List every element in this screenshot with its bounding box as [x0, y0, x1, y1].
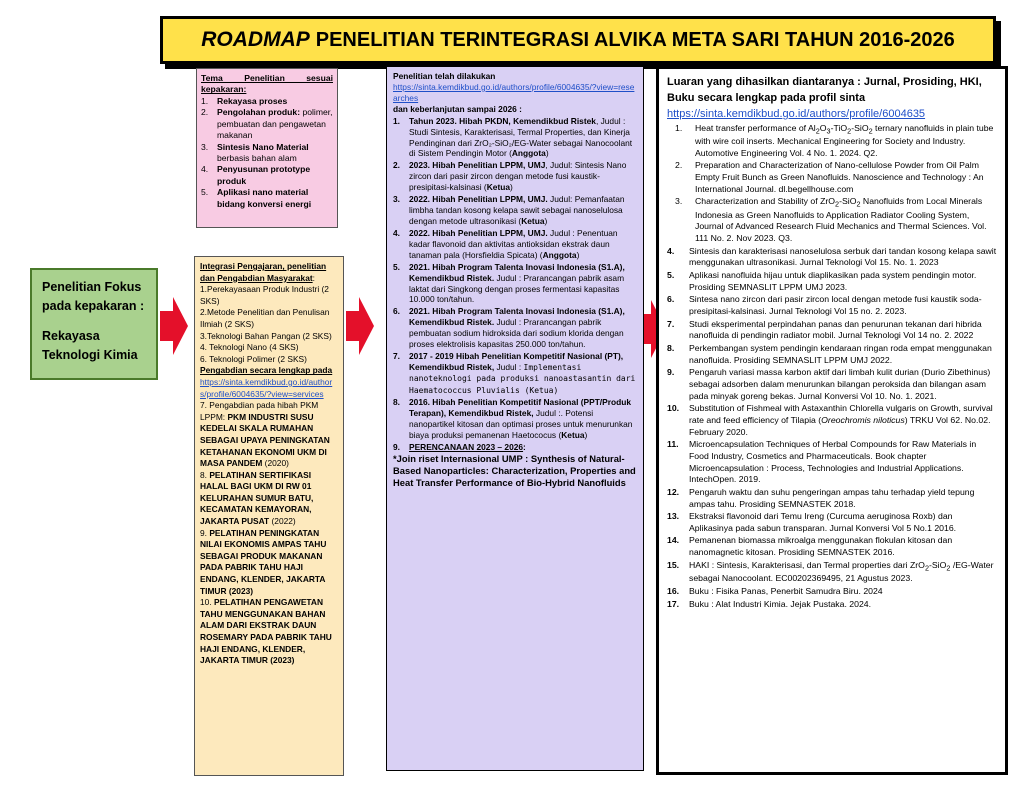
tema-item — [201, 187, 333, 210]
focus-line-2: Rekayasa Teknologi Kimia — [42, 328, 138, 363]
luaran-item — [667, 319, 997, 342]
luaran-item-text: Ekstraksi flavonoid dari Temu Ireng (Curcuma aeruginosa Roxb) dan Aplikasinya pada sabun transparan. Jurnal Konversi Vol 5 No.1 2016. — [689, 511, 957, 533]
penelitian-entry-grant: Tahun 2023. Hibah PKDN, Kemendikbud Ristek — [409, 115, 596, 126]
title-italic: ROADMAP — [201, 28, 310, 51]
course-list — [200, 284, 338, 365]
penelitian-entry-mono: Implementasi nanoteknologi pada produksi nanoastasantin dari Haematococcus Pluvialis (Ketua) — [409, 362, 636, 395]
pengabdian-item-year: (2022) — [269, 516, 296, 527]
tema-item-num: 3. — [201, 141, 209, 152]
plan-text: *Join riset Internasional UMP : Synthesis of Natural-Based Nanoparticles: Characterization, Properties and Heat Transfer Performance of Bio-Hybrid Nanofluids — [393, 452, 636, 489]
luaran-link[interactable]: https://sinta.kemdikbud.go.id/authors/profile/6004635 — [667, 107, 926, 120]
pengabdian-item-title: PELATIHAN PENINGKATAN NILAI EKONOMIS AMPAS TAHU SEBAGAI PRODUK MAKANAN PADA PABRIK TAHU HAJI ENDANG, KLENDER, JAKARTA TIMUR (2023) — [200, 527, 327, 596]
pengabdian-item-pre: 10. — [200, 597, 214, 608]
tema-item — [201, 142, 333, 165]
pengabdian-list — [200, 400, 338, 667]
arrow-right-icon — [160, 297, 188, 355]
pengabdian-item — [200, 400, 338, 470]
pengabdian-item — [200, 528, 338, 598]
luaran-item-text: Buku : Fisika Panas, Penerbit Samudra Biru. 2024 — [689, 585, 883, 596]
pengabdian-item-title: PELATIHAN PENGAWETAN TAHU MENGGUNAKAN BAHAN ALAM DARI EKSTRAK DAUN ROSEMARY PADA PABRIK TAHU HAJI ENDANG, KLENDER, JAKARTA TIMUR (2023) — [200, 597, 332, 666]
penelitian-entry-text — [409, 116, 637, 160]
pengabdian-item-pre: 7. Pengabdian pada hibah PKM LPPM: — [200, 400, 319, 422]
luaran-item-num: 10. — [667, 403, 680, 414]
integrasi-header-row — [200, 261, 338, 284]
penelitian-entry-text — [409, 160, 637, 193]
penelitian-entry-title: Judul : Penentuan kadar flavonoid dan aktivitas antioksidan ekstrak daun tanaman pala (Horsfieldia Spicata) ( — [409, 227, 618, 260]
penelitian-entry-role: Ketua — [561, 429, 585, 440]
penelitian-entry-title: Judul :. Potensi nanopartikel kitosan dan optimasi proses untuk menurunkan biaya produksi pemanenan Haetococus ( — [409, 408, 633, 440]
penelitian-entry-grant: 2017 - 2019 Hibah Penelitian Kompetitif Nasional (PT), Kemendikbud Ristek, — [409, 351, 624, 372]
integrasi-header-colon: : — [312, 272, 315, 283]
penelitian-entry-num: 3. — [393, 194, 400, 205]
luaran-box — [656, 66, 1008, 775]
penelitian-entry-role: Ketua — [486, 182, 511, 193]
tema-item-rest: berbasis bahan alam — [217, 152, 297, 163]
tema-item-num: 4. — [201, 164, 209, 175]
penelitian-entry-title: Judul : — [494, 361, 524, 372]
penelitian-entry-text — [409, 228, 637, 261]
pengabdian-item-year: (2020) — [262, 458, 289, 469]
pengabdian-item-title: PELATIHAN SERTIFIKASI HALAL BAGI UKM DI RW 01 KELURAHAN SUMUR BATU, KECAMATAN KEMAYORAN, JAKARTA PUSAT — [200, 469, 314, 527]
pengabdian-item-pre: 8. — [200, 469, 210, 480]
luaran-item — [667, 511, 997, 534]
luaran-item-num: 17. — [667, 598, 680, 609]
pengabdian-header: Pengabdian secara lengkap pada — [200, 365, 333, 376]
penelitian-entry-grant: 2023. Hibah Penelitian LPPM, UMJ — [409, 160, 546, 171]
penelitian-entry — [393, 116, 637, 160]
tema-item-bold: Penyusunan prototype produk — [217, 164, 311, 186]
pengabdian-item-pre: 9. — [200, 527, 210, 538]
tema-list — [201, 96, 333, 210]
penelitian-entry-num: 1. — [393, 115, 400, 126]
luaran-item-num: 16. — [667, 585, 680, 596]
luaran-item-num: 3. — [675, 196, 683, 207]
penelitian-entry — [393, 194, 637, 227]
tema-item — [201, 164, 333, 187]
luaran-item-text: Substitution of Fishmeal with Astaxanthin Chlorella vulgaris on Growth, survival rate and feed efficiency of Tilapia (Oreochromis niloticus) TRKU Vol 62. No.02. February 2020. — [689, 403, 993, 437]
tema-header: Tema Penelitian sesuai kepakaran: — [201, 73, 333, 95]
penelitian-entry — [393, 160, 637, 193]
penelitian-entry-num: 2. — [393, 160, 400, 171]
luaran-item-num: 13. — [667, 511, 680, 522]
title-banner — [160, 16, 996, 64]
luaran-item — [667, 196, 997, 244]
penelitian-entry-num: 6. — [393, 306, 400, 317]
plan-label: PERENCANAAN 2023 – 2026 — [409, 441, 524, 452]
tema-item — [201, 96, 333, 107]
luaran-item — [667, 123, 997, 160]
luaran-item — [667, 343, 997, 366]
penelitian-box — [386, 66, 644, 771]
tema-item-bold: Sintesis Nano Material — [217, 141, 309, 152]
penelitian-entry-grant: 2022. Hibah Penelitian LPPM, UMJ. — [409, 194, 548, 205]
luaran-item — [667, 403, 997, 438]
luaran-item-text: HAKI : Sintesis, Karakterisasi, dan Termal properties dari ZrO$_2$-SiO$_2$ /EG-Water sebagai Nanocoolant. EC00202369495, 21 Agustus 2023. — [689, 559, 994, 584]
luaran-item — [667, 246, 997, 269]
penelitian-entry-title: Judul : Prarancangan pabrik asam laktat dari Singkong dengan proses fermentasi kapasitas 10.000 ton/tahun. — [409, 272, 625, 305]
pengabdian-item — [200, 597, 338, 667]
luaran-item-text: Pengaruh waktu dan suhu pengeringan ampas tahu terhadap yield tepung ampas tahu. Prosiding SEMNASTEK 2018. — [689, 486, 975, 509]
luaran-item-text: Pemanenan biomassa mikroalga menggunakan flokulan kitosan dan nanomagnetic kitosan. Prosiding SEMNASTEK 2016. — [689, 535, 953, 558]
tema-item-bold: Rekayasa proses — [217, 95, 288, 106]
luaran-item-num: 7. — [667, 318, 675, 329]
tema-item-num: 1. — [201, 95, 209, 106]
luaran-item-num: 1. — [675, 122, 683, 133]
luaran-item-num: 2. — [675, 160, 683, 171]
penelitian-entry-role: Ketua — [521, 215, 545, 226]
focus-line-1: Penelitian Fokus pada kepakaran : — [42, 280, 145, 314]
title-text: PENELITIAN TERINTEGRASI ALVIKA META SARI TAHUN 2016-2026 — [315, 28, 955, 51]
luaran-item-text: Pengaruh variasi massa karbon aktif dari limbah kulit durian (Durio Zibethinus) sebagai adsorben dalam menurunkan bilangan peroksida dan bilangan asam pada minyak goreng bekas. Jurnal Konversi Vol 10. No. 1. 2021. — [689, 367, 991, 401]
integrasi-header: Integrasi Pengajaran, penelitian dan Pengabdian Masyarakat — [200, 261, 327, 283]
penelitian-link[interactable]: https://sinta.kemdikbud.go.id/authors/profile/6004635/?view=researches — [393, 81, 635, 103]
penelitian-entry-end: ) — [545, 148, 549, 159]
penelitian-entry-end: ) — [544, 215, 548, 226]
luaran-item — [667, 294, 997, 317]
penelitian-entry-title: Judul : Prarancangan pabrik pembuatan sodium hidroksida dari sodium klorida dengan proses elektrolisis kapasitas 250.000 ton/tahun. — [409, 317, 624, 350]
integrasi-box — [194, 256, 344, 776]
luaran-item-num: 5. — [667, 270, 675, 281]
luaran-item-text: Perkembangan system pendingin kendaraan ringan roda empat menggunakan nanofluida. Prosiding SEMNASLIT LPPM UMJ 2022. — [689, 342, 992, 365]
penelitian-entry-title: , Judul: Sintesis Nano zircon dari pasir zircon dengan metode fusi kaustik-presipitasi-kalsinasi ( — [409, 160, 627, 193]
luaran-item-text: Studi eksperimental perpindahan panas dan penurunan tekanan dari hibrida nanofluida di pendingin radiator mobil. Jurnal Teknologi Vol 14 no. 2. 2022 — [689, 318, 982, 341]
penelitian-sub: dan keberlanjutan sampai 2026 : — [393, 103, 522, 114]
penelitian-entry — [393, 397, 637, 441]
penelitian-entry-text — [409, 397, 637, 441]
luaran-item-num: 9. — [667, 367, 675, 378]
tema-item-text — [217, 107, 333, 141]
penelitian-entry-title: Judul: Pemanfaatan limbha tandan kosong kelapa sawit sebagai nanoselulosa dengan metode ultrasonikasi ( — [409, 194, 625, 226]
plan-entry — [393, 442, 637, 453]
plan-colon: : — [523, 441, 526, 452]
luaran-item-text: Preparation and Characterization of Nano-cellulose Powder from Oil Palm Empty Fruit Bunch as Green Nanofluids. Nanoscience and Technology : An International Journal. dl.begellhouse.com — [695, 160, 984, 194]
penelitian-entry-title: , Judul : Studi Sintesis, Karakterisasi, Termal Properties, dan Kinerja Pendinginan dari ZrO₂-SiO₂/EG-Water sebagai Nanocoolant di Sistem Pendingin Motor ( — [409, 115, 633, 159]
course-item: 2.Metode Penelitian dan Penulisan Ilmiah (2 SKS) — [200, 307, 330, 329]
luaran-item — [667, 535, 997, 558]
luaran-item-text: Characterization and Stability of ZrO$_2$-SiO$_2$ Nanofluids from Local Minerals Indonesia as Green Nanofluids to Application Radiator Cooling System, Journal of Advanced Research Fluid Mechanics and Thermal Sciences. Vol. 111 No. 2. Nov 2023. Q3. — [695, 196, 987, 244]
luaran-item — [667, 270, 997, 293]
luaran-item-text: Aplikasi nanofluida hijau untuk diaplikasikan pada system pendingin motor. Prosiding SEMNASLIT LPPM UMJ 2023. — [689, 270, 977, 292]
luaran-item-num: 11. — [667, 439, 679, 450]
tema-item-num: 2. — [201, 107, 209, 118]
tema-item-bold: Pengolahan produk: — [217, 107, 301, 118]
pengabdian-item-title: PKM INDUSTRI SUSU KEDELAI SKALA RUMAHAN SEBAGAI UPAYA PENINGKATAN KETAHANAN EKONOMI UKM DI MASA PANDEM — [200, 411, 330, 469]
tema-item-text — [217, 164, 333, 187]
penelitian-entry-text — [409, 262, 637, 306]
luaran-item-num: 12. — [667, 486, 680, 497]
penelitian-entry-text — [409, 194, 637, 227]
luaran-item — [667, 160, 997, 195]
tema-item-rest: polimer, pembuatan dan pengawetan makanan — [217, 107, 333, 141]
course-item: 4. Teknologi Nano (4 SKS) — [200, 342, 299, 353]
luaran-item-num: 6. — [667, 294, 675, 305]
luaran-item-text: Microencapsulation Techniques of Herbal Compounds for Raw Materials in Food Industry, Cosmetics and Pharmaceuticals. Book chapter Microencapsulation : Process, Technologies and Industrial Applications. IntechOpen. 2019. — [689, 439, 977, 485]
tema-item-text — [217, 142, 333, 165]
penelitian-entry-grant: 2021. Hibah Program Talenta Inovasi Indonesia (S1.A), Kemendikbud Ristek. — [409, 261, 625, 283]
luaran-item-num: 15. — [667, 559, 680, 570]
penelitian-entry-text — [409, 306, 637, 350]
penelitian-entry — [393, 351, 637, 396]
luaran-item — [667, 560, 997, 585]
tema-item — [201, 107, 333, 141]
penelitian-entry-num: 5. — [393, 261, 400, 272]
penelitian-entry-end: ) — [584, 429, 588, 440]
penelitian-entry — [393, 228, 637, 261]
pengabdian-link[interactable]: https://sinta.kemdikbud.go.id/authors/profile/6004635/?view=services — [200, 376, 333, 399]
luaran-item — [667, 439, 997, 486]
penelitian-entry — [393, 262, 637, 306]
tema-item-num: 5. — [201, 187, 209, 198]
penelitian-entry-grant: 2021. Hibah Program Talenta Inovasi Indonesia (S1.A), Kemendikbud Ristek. — [409, 306, 625, 328]
luaran-item — [667, 599, 997, 611]
course-item: 1.Perekayasaan Produk Industri (2 SKS) — [200, 284, 329, 306]
penelitian-entry — [393, 306, 637, 350]
tema-box — [196, 68, 338, 228]
luaran-item — [667, 367, 997, 402]
penelitian-entry-grant: 2022. Hibah Penelitian LPPM, UMJ. — [409, 227, 548, 238]
focus-box — [30, 268, 158, 380]
luaran-list — [667, 123, 997, 611]
pengabdian-item — [200, 470, 338, 528]
luaran-item-text: Heat transfer performance of $Al_2O_3-TiO_2-SiO_2$ ternary nanofluids in plain tube with wire coil inserts. Mechanical Engineering for Society and Industry. Automotive Engineering Vol. 4 No. 1. 2024. Q2. — [695, 122, 994, 158]
penelitian-entry-role: Anggota — [511, 148, 546, 159]
luaran-item-num: 8. — [667, 342, 675, 353]
luaran-item — [667, 586, 997, 598]
luaran-item-text: Sintesa nano zircon dari pasir zircon local dengan metode fusi kaustik soda-presipitasi-kalsinasi. Jurnal Teknologi Vol 15 no. 2. 2023. — [689, 294, 982, 317]
luaran-item-num: 4. — [667, 245, 675, 256]
penelitian-entry-num: 8. — [393, 397, 400, 408]
tema-item-text — [217, 96, 287, 107]
course-item: 6. Teknologi Polimer (2 SKS) — [200, 353, 307, 364]
luaran-item-text: Sintesis dan karakterisasi nanoselulosa serbuk dari tandan kosong kelapa sawit menggunakan ultrasonikasi. Jurnal Teknologi Vol 15. No. 1. 2023 — [689, 245, 997, 268]
penelitian-entry-num: 7. — [393, 351, 400, 362]
penelitian-entry-grant: 2016. Hibah Penelitian Kompetitif Nasional (PPT/Produk Terapan), Kemendikbud Ristek, — [409, 397, 631, 419]
penelitian-entry-end: ) — [510, 182, 513, 193]
luaran-item — [667, 487, 997, 510]
luaran-item-num: 14. — [667, 535, 680, 546]
penelitian-entry-num: 4. — [393, 227, 400, 238]
penelitian-entry-role: Anggota — [542, 249, 577, 260]
luaran-header: Luaran yang dihasilkan diantaranya : Jurnal, Prosiding, HKI, Buku secara lengkap pada profil sinta — [667, 76, 982, 104]
plan-num: 9. — [393, 441, 400, 452]
tema-item-text — [217, 187, 333, 210]
penelitian-entry-text — [409, 351, 637, 396]
tema-item-bold: Aplikasi nano material bidang konversi energi — [217, 187, 312, 209]
penelitian-entry-end: ) — [576, 249, 580, 260]
luaran-item-text: Buku : Alat Industri Kimia. Jejak Pustaka. 2024. — [689, 598, 872, 609]
penelitian-list — [393, 116, 637, 441]
course-item: 3.Teknologi Bahan Pangan (2 SKS) — [200, 330, 332, 341]
arrow-right-icon — [346, 297, 374, 355]
penelitian-header: Penelitian telah dilakukan — [393, 71, 496, 81]
